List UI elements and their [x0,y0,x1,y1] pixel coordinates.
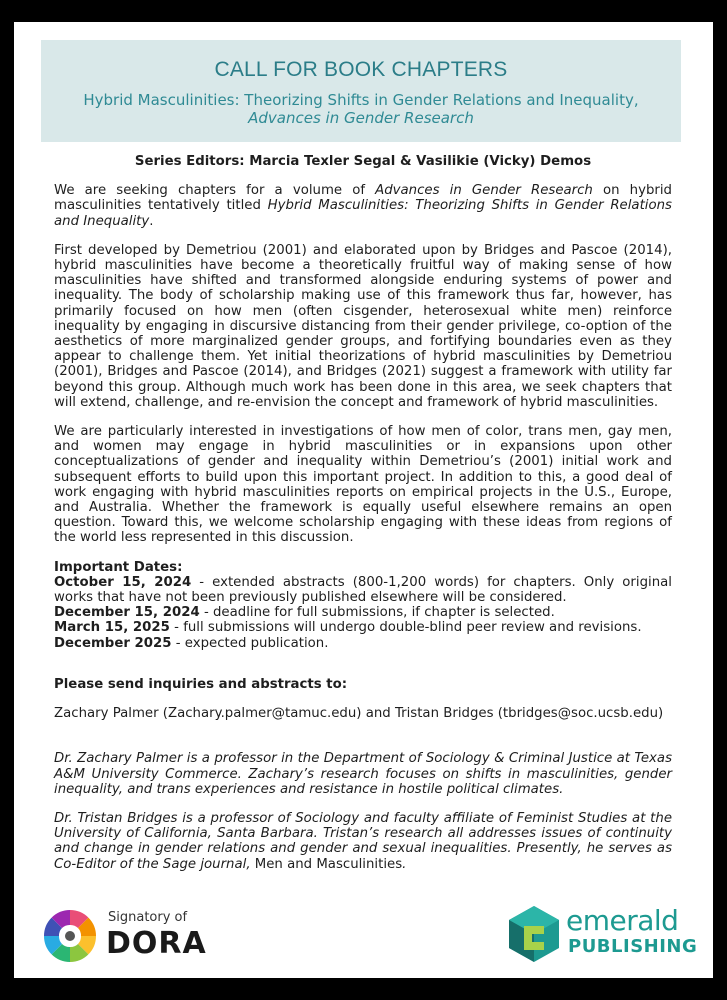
intro-series-name: Advances in Gender Research [375,183,593,199]
subtitle-line1: Hybrid Masculinities: Theorizing Shifts in Gender Relations and Inequality, [83,91,639,109]
emerald-name: emerald [566,904,679,937]
emerald-hexagon-icon [506,904,562,964]
contacts-line: Zachary Palmer (Zachary.palmer@tamuc.edu) and Tristan Bridges (tbridges@soc.ucsb.edu) [54,706,664,722]
background-paragraph: First developed by Demetriou (2001) and elaborated upon by Bridges and Pascoe (2014), hybrid masculinities have become a theoretically fruitful way of making sense of how masculinities have shifted and transformed alongside enduring systems of power and inequality. The body of scholarship making use of this framework thus far, however, has primarily focused on how men (often cisgender, heterosexual white men) reinforce inequality by engaging in discursive distancing from their gender privilege, co-option of the aesthetics of more marginalized gender groups, and fortifying boundaries even as they appear to challenge them. Yet initial theorizations of hybrid masculinities by Demetriou (2001), Bridges and Pascoe (2014), and Bridges (2021) suggest a framework with utility far beyond this group. Although much work has been done in this area, we seek chapters that will extend, challenge, and re-envision the concept and framework of hybrid masculinities. [54,242,672,410]
intro-text-3: . [149,213,154,229]
dora-signatory-text: Signatory of [108,910,188,925]
date-item [54,605,672,620]
intro-paragraph [54,183,672,229]
intro-text-1: We are seeking chapters for a volume of [54,183,376,199]
interests-paragraph: We are particularly interested in investigations of how men of color, trans men, gay men, and women may engage in hybrid masculinities or in expansions upon other conceptualizations of gender and inequality within Demetriou’s (2001) initial work and subsequent efforts to build upon this important project. In addition to this, a good deal of work engaging with hybrid masculinities reports on empirical projects in the U.S., Europe, and Australia. Whether the framework is equally useful elsewhere remains an open question. Toward this, we welcome scholarship engaging with these ideas from regions of the world less represented in this discussion. [54,424,672,546]
bio-palmer: Dr. Zachary Palmer is a professor in the Department of Sociology & Criminal Justice at Texas A&M University Commerce. Zachary’s research focuses on shifts in masculinities, gender inequality, and trans experiences and resistance in hostile political climates. [54,751,672,797]
date-text: - extended abstracts (800-1,200 words) for chapters. Only original works that have not been previously published elsewhere will be considered. [54,574,672,606]
date-label: December 15, 2024 [54,605,200,621]
body-content [54,154,672,886]
journal-name: Men and Masculinities [254,856,403,872]
page-title: CALL FOR BOOK CHAPTERS [214,58,508,81]
dora-name: DORA [106,926,207,961]
bio-bridges [54,811,672,872]
date-text: - full submissions will undergo double-blind peer review and revisions. [169,620,642,636]
flyer-page [14,22,713,978]
date-label: March 15, 2025 [54,620,170,636]
date-label: October 15, 2024 [54,574,192,590]
page-subtitle [41,91,681,127]
dates-title: Important Dates: [54,559,183,575]
send-title: Please send inquiries and abstracts to: [54,676,348,692]
dora-wheel-icon [42,908,98,964]
emerald-publishing: PUBLISHING [568,936,698,957]
date-text: - deadline for full submissions, if chapter is selected. [199,605,555,621]
date-text: - expected publication. [171,635,329,651]
bio-bridges-end: . [402,856,407,872]
dora-logo [42,906,212,968]
intro-volume-title: Hybrid Masculinities: Theorizing Shifts in Gender Relations and Inequality [54,198,672,229]
subtitle-line2: Advances in Gender Research [248,109,474,127]
intro-text-2: on hybrid masculinities tentatively titled [54,183,672,214]
date-item [54,620,672,635]
series-editors: Series Editors: Marcia Texler Segal & Vasilikie (Vicky) Demos [134,154,592,169]
date-label: December 2025 [54,635,172,651]
bio-bridges-text: Dr. Tristan Bridges is a professor of Sociology and faculty affiliate of Feminist Studies at the University of California, Santa Barbara. Tristan’s research all addresses issues of continuity and change in gender relations and gender and sexual inequalities. Presently, he serves as Co-Editor of the Sage journal, [54,810,672,872]
header-banner [41,40,681,142]
emerald-logo [506,902,696,972]
date-item [54,575,672,605]
date-item [54,636,672,651]
important-dates [54,560,672,651]
